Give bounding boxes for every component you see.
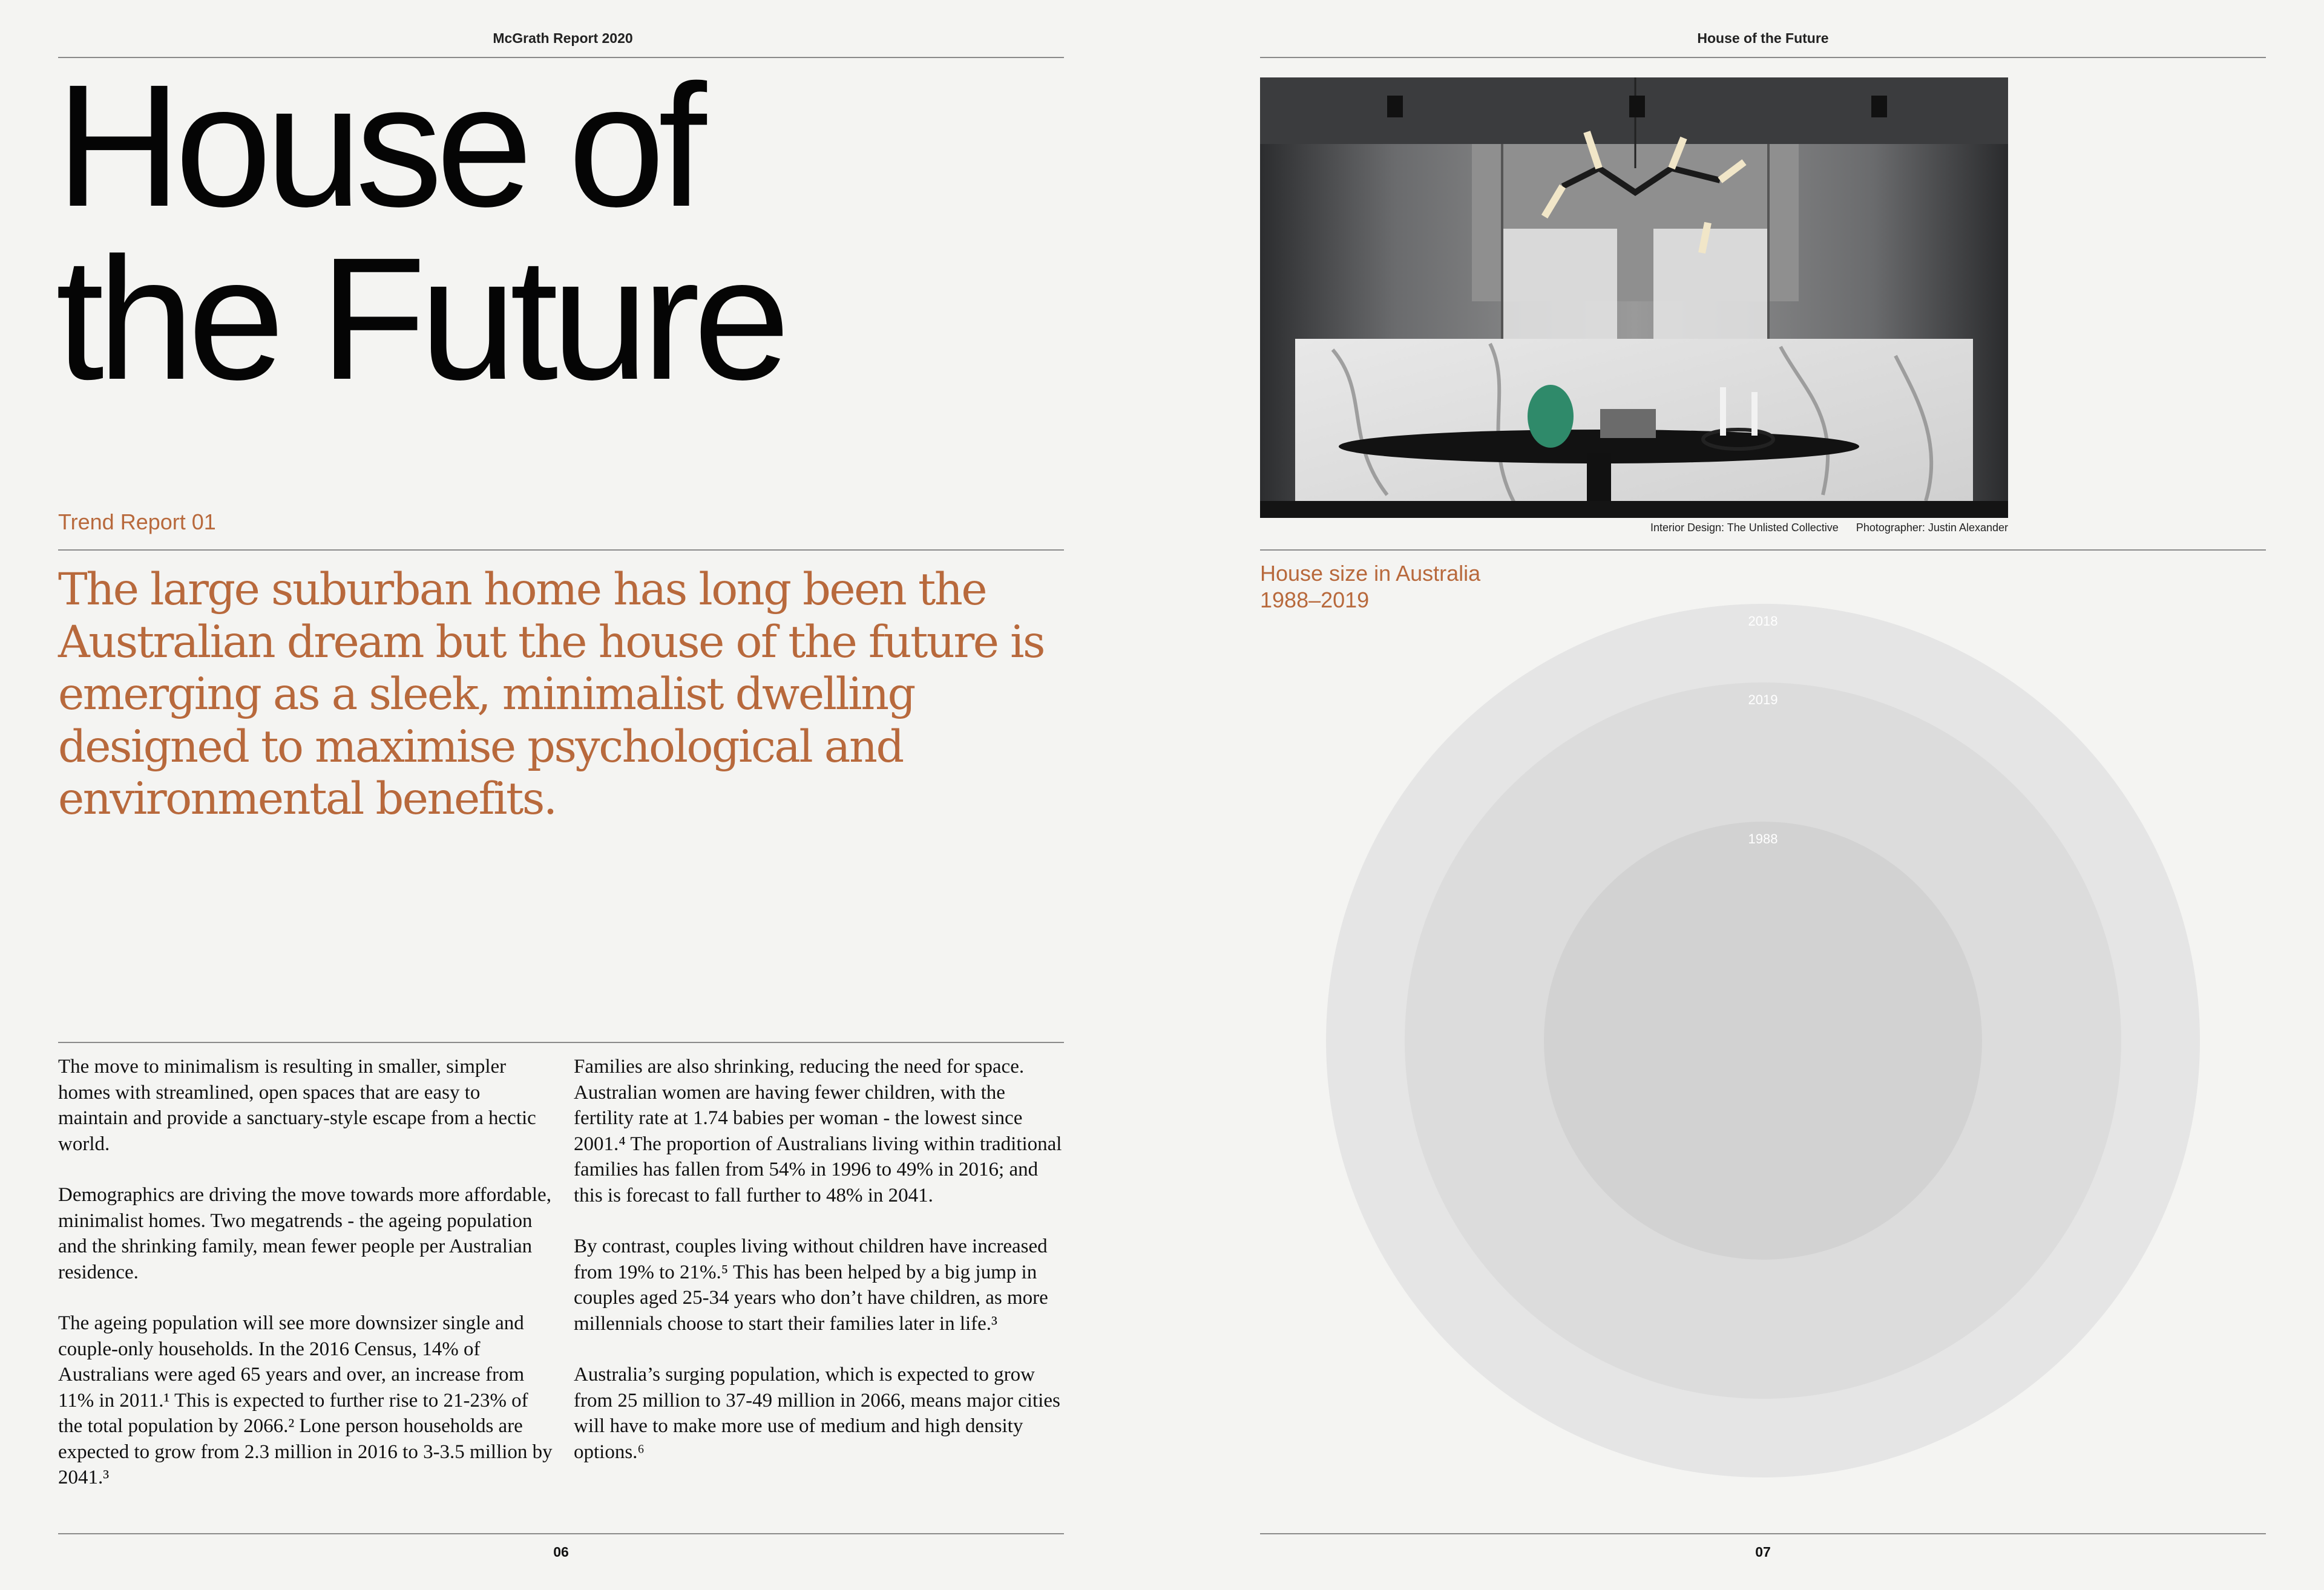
body-paragraph: The move to minimalism is resulting in smaller, simpler homes with streamlined, open spaces that are easy to maintain and provide a sanctuary-style escape from a hectic world.: [58, 1056, 536, 1155]
right-page: [1162, 0, 2324, 1590]
section-label: Trend Report 01: [58, 509, 216, 534]
page-title: [56, 48, 784, 416]
body-rule: [58, 1042, 1064, 1043]
house-size-chart: [1162, 0, 2324, 1590]
running-head: House of the Future: [1697, 30, 1829, 46]
body-paragraph: By contrast, couples living without children have increased from 19% to 21%.⁵ This has been helped by a big jump in couples aged 25-34 years who don’t have children, as more millennials choose to start their families later in life.³: [574, 1235, 1048, 1335]
page-number: 06: [553, 1544, 569, 1560]
bottom-rule: [58, 1533, 1064, 1534]
page-number: 07: [1755, 1544, 1771, 1560]
lede-paragraph: The large suburban home has long been the Australian dream but the house of the future is emerging as a sleek, minimalist dwelling designed to maximise psychological and environmental benefits.: [58, 564, 1044, 825]
bottom-rule: [1260, 1533, 2266, 1534]
body-column-1: [58, 1054, 554, 1516]
body-paragraph: Australia’s surging population, which is expected to grow from 25 million to 37-49 million in 2066, means major cities will have to make more use of medium and high density options.⁶: [574, 1364, 1060, 1463]
circle-1988: [1544, 822, 1982, 1260]
chart-title-line-1: House size in Australia: [1260, 561, 1481, 586]
circle-label-2019: 2019: [1748, 692, 1778, 707]
body-paragraph: Families are also shrinking, reducing the need for space. Australian women are having fewer children, with the fertility rate at 1.74 babies per woman - the lowest since 2001.⁴ The proportion of Australians living within traditional families has fallen from 54% in 1996 to 49% in 2016; and this is forecast to fall further to 48% in 2041.: [574, 1056, 1062, 1206]
credit-photographer: Photographer: Justin Alexander: [1856, 522, 2008, 534]
title-line-1: House of: [56, 48, 700, 243]
section-rule: [58, 549, 1064, 551]
title-line-2: the Future: [56, 221, 784, 416]
circle-label-1988: 1988: [1748, 831, 1778, 846]
credit-designer: Interior Design: The Unlisted Collective: [1650, 522, 1839, 534]
body-paragraph: Demographics are driving the move towards more affordable, minimalist homes. Two megatrends - the ageing population and the shrinking family, mean fewer people per Australian residence.: [58, 1184, 551, 1283]
body-paragraph: The ageing population will see more downsizer single and couple-only households. In the 2016 Census, 14% of Australians were aged 65 years and over, an increase from 11% in 2011.¹ This is expected to further rise to 21-23% of the total population by 2066.² Lone person households are expected to grow from 2.3 million in 2016 to 3-3.5 million by 2041.³: [58, 1312, 553, 1488]
circle-label-2018: 2018: [1748, 613, 1778, 629]
chart-title-line-2: 1988–2019: [1260, 587, 1370, 612]
body-column-2: [574, 1054, 1070, 1490]
running-head: McGrath Report 2020: [493, 30, 633, 46]
